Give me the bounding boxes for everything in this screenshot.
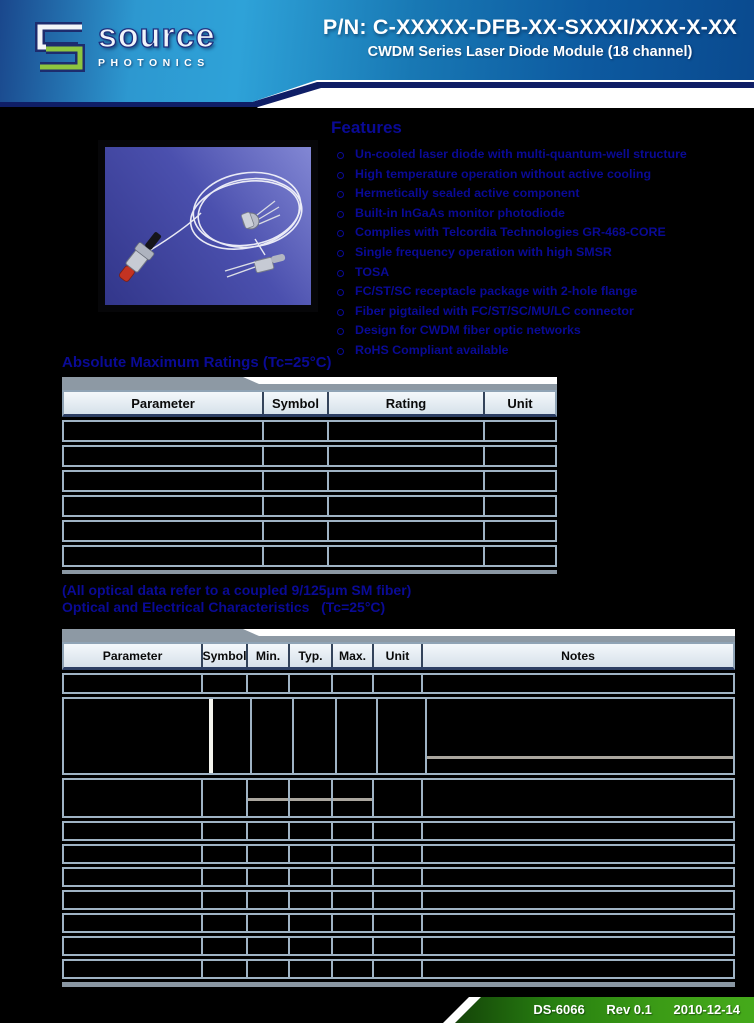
table-row [62, 913, 735, 933]
table-cell [376, 699, 425, 773]
table-cell [483, 472, 555, 490]
table-cell [331, 915, 372, 931]
table-row [62, 821, 735, 841]
table-cell [288, 915, 331, 931]
table-cell [64, 892, 201, 908]
table-row [62, 445, 557, 467]
opt-elec-heading [62, 582, 411, 616]
table-cell [262, 497, 327, 515]
table-cell [246, 823, 288, 839]
company-logo [28, 18, 216, 76]
col-header-min: Min. [246, 644, 288, 667]
feature-item: Hermetically sealed active component [331, 184, 754, 204]
table-cell [246, 869, 288, 885]
table-cell [331, 823, 372, 839]
table-cell-merged [64, 699, 250, 773]
table-cell [331, 892, 372, 908]
feature-item: FC/ST/SC receptacle package with 2-hole flange [331, 282, 754, 302]
table-cell-notes-split [425, 699, 733, 773]
feature-item: Single frequency operation with high SMSR [331, 243, 754, 263]
table-cell [421, 780, 733, 816]
cell-divider [333, 798, 372, 801]
feature-item: Fiber pigtailed with FC/ST/SC/MU/LC connector [331, 302, 754, 322]
col-header-symbol: Symbol [201, 644, 246, 667]
table-row [62, 867, 735, 887]
table-cell [327, 447, 483, 465]
table-row-split [62, 778, 735, 818]
logo-s-icon [28, 18, 88, 76]
table-row [62, 844, 735, 864]
table-cell [201, 675, 246, 692]
table-cell-split [246, 780, 288, 816]
table-cell [372, 780, 421, 816]
feature-item: TOSA [331, 263, 754, 283]
col-header-typ: Typ. [288, 644, 331, 667]
table-cell [64, 675, 201, 692]
table-cell [262, 422, 327, 440]
logo-text [98, 18, 216, 69]
footer-text [515, 997, 740, 1023]
table-cell [372, 892, 421, 908]
opt-elec-note: (All optical data refer to a coupled 9/125μm SM fiber) [62, 582, 412, 598]
table-cell [246, 675, 288, 692]
table-cell [201, 869, 246, 885]
table-cell [327, 497, 483, 515]
table-deco-bar [62, 629, 735, 642]
table-bottom-bar [62, 570, 557, 574]
feature-item: Complies with Telcordia Technologies GR-468-CORE [331, 223, 754, 243]
table-cell [372, 869, 421, 885]
table-cell [201, 938, 246, 954]
table-cell-split [331, 780, 372, 816]
table-cell [483, 447, 555, 465]
col-header-symbol: Symbol [262, 392, 327, 414]
table-cell [64, 522, 262, 540]
features-list [331, 145, 754, 361]
table-cell [483, 522, 555, 540]
table-cell [64, 472, 262, 490]
col-header-unit: Unit [483, 392, 555, 414]
table-cell [246, 915, 288, 931]
table-cell [246, 846, 288, 862]
table-cell [421, 961, 733, 977]
revision: Rev 0.1 [606, 1002, 652, 1017]
abs-max-table [62, 377, 557, 574]
table-cell [421, 846, 733, 862]
col-header-unit: Unit [372, 644, 421, 667]
part-number-title: P/N: C-XXXXX-DFB-XX-SXXXI/XXX-X-XX [322, 15, 738, 39]
release-date: 2010-12-14 [673, 1002, 740, 1017]
table-cell [262, 522, 327, 540]
table-cell [262, 547, 327, 565]
table-cell [327, 547, 483, 565]
table-row [62, 495, 557, 517]
table-cell [288, 823, 331, 839]
col-header-parameter: Parameter [102, 648, 163, 663]
opt-elec-table-header [62, 642, 735, 670]
table-cell [64, 961, 201, 977]
table-cell [201, 846, 246, 862]
table-row [62, 959, 735, 979]
col-header-notes: Notes [421, 644, 733, 667]
table-cell [64, 938, 201, 954]
table-cell [372, 938, 421, 954]
table-cell [372, 961, 421, 977]
feature-item: Built-in InGaAs monitor photodiode [331, 204, 754, 224]
table-cell [327, 422, 483, 440]
table-cell [483, 497, 555, 515]
table-cell [288, 961, 331, 977]
table-row [62, 520, 557, 542]
table-cell [64, 547, 262, 565]
table-cell [64, 422, 262, 440]
cell-divider [209, 699, 213, 773]
logo-subtext: PHOTONICS [98, 57, 210, 69]
page-footer [0, 997, 754, 1023]
table-row [62, 936, 735, 956]
table-cell [331, 938, 372, 954]
features-title: Features [331, 118, 402, 137]
feature-item: Un-cooled laser diode with multi-quantum-well structure [331, 145, 754, 165]
table-cell [201, 780, 246, 816]
table-cell [483, 422, 555, 440]
table-cell [64, 780, 201, 816]
table-cell [262, 472, 327, 490]
table-deco-bar [62, 377, 557, 390]
table-cell [335, 699, 376, 773]
col-header-parameter: Parameter [131, 395, 195, 411]
table-cell [262, 447, 327, 465]
table-cell [64, 497, 262, 515]
table-cell [372, 915, 421, 931]
table-cell [327, 472, 483, 490]
opt-elec-table [62, 629, 735, 987]
module-subtitle: CWDM Series Laser Diode Module (18 channel) [367, 44, 693, 60]
table-cell [372, 846, 421, 862]
product-photo-image [105, 147, 311, 305]
table-cell [372, 823, 421, 839]
doc-number: DS-6066 [533, 1002, 585, 1017]
table-bottom-bar [62, 982, 735, 987]
table-cell [292, 699, 335, 773]
col-header-max: Max. [331, 644, 372, 667]
table-row-grouped [62, 697, 735, 775]
table-cell [483, 547, 555, 565]
feature-item: RoHS Compliant available [331, 341, 754, 361]
abs-max-heading: Absolute Maximum Ratings (Tc=25°C) [62, 354, 332, 371]
table-cell [246, 892, 288, 908]
cell-divider [290, 798, 331, 801]
table-cell [331, 675, 372, 692]
document-titles [310, 15, 750, 60]
table-row [62, 470, 557, 492]
opt-elec-title: Optical and Electrical Characteristics (Tc=25°C) [62, 599, 386, 615]
table-cell [421, 675, 733, 692]
table-cell [64, 447, 262, 465]
table-cell [372, 675, 421, 692]
table-cell [421, 892, 733, 908]
table-row [62, 545, 557, 567]
features-section [331, 118, 754, 361]
table-cell [331, 846, 372, 862]
abs-max-table-header [62, 390, 557, 417]
logo-name: source [98, 17, 216, 55]
table-cell [288, 846, 331, 862]
table-cell [421, 823, 733, 839]
table-cell [288, 938, 331, 954]
feature-item: High temperature operation without active cooling [331, 165, 754, 185]
table-cell [201, 892, 246, 908]
table-cell [327, 522, 483, 540]
table-cell [64, 869, 201, 885]
table-cell [421, 869, 733, 885]
table-cell [250, 699, 292, 773]
table-cell [64, 915, 201, 931]
table-cell [64, 846, 201, 862]
product-photo [98, 140, 318, 312]
table-cell [246, 938, 288, 954]
cell-divider [248, 798, 288, 801]
table-cell-split [288, 780, 331, 816]
table-cell [331, 961, 372, 977]
col-header-rating: Rating [327, 392, 483, 414]
table-row [62, 890, 735, 910]
table-cell [64, 823, 201, 839]
table-cell [421, 938, 733, 954]
table-cell [288, 869, 331, 885]
table-cell [201, 823, 246, 839]
photo-background [105, 147, 311, 305]
table-row [62, 673, 735, 694]
table-cell [288, 675, 331, 692]
table-cell [201, 961, 246, 977]
table-cell [201, 915, 246, 931]
table-row [62, 420, 557, 442]
table-cell [331, 869, 372, 885]
table-cell [246, 961, 288, 977]
table-cell [288, 892, 331, 908]
header-banner [0, 0, 754, 112]
cell-divider [427, 756, 733, 759]
table-cell [421, 915, 733, 931]
feature-item: Design for CWDM fiber optic networks [331, 321, 754, 341]
